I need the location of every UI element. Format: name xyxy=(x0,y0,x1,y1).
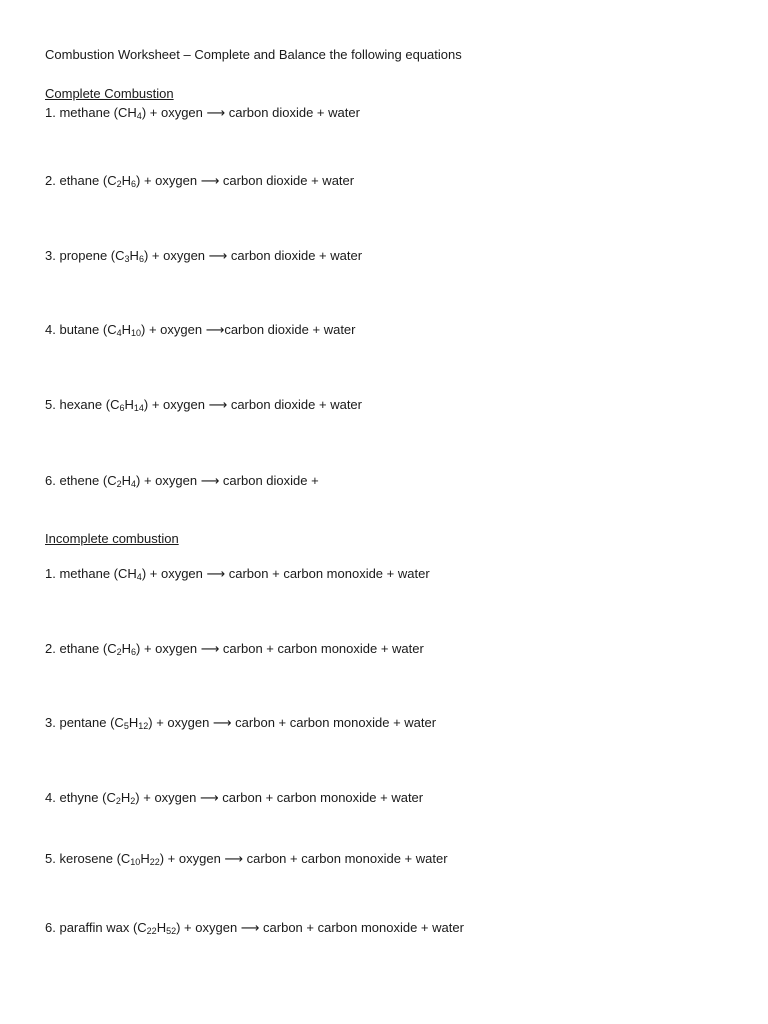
reaction-rhs: + oxygen ⟶ carbon + carbon monoxide + water xyxy=(143,790,424,805)
compound-name: methane xyxy=(59,566,111,581)
reaction-rhs: + oxygen ⟶ carbon + carbon monoxide + water xyxy=(167,851,448,866)
equation-line: 3. propene $(C_3H_6)$ + oxygen ⟶ carbon dioxide + water xyxy=(45,248,363,264)
chemical-formula: $C_2H_4$ xyxy=(107,473,136,489)
reaction-rhs: + oxygen ⟶ carbon + carbon monoxide + water xyxy=(143,641,424,656)
formula-subscript: 4 xyxy=(116,328,122,338)
reaction-rhs: + oxygen ⟶ carbon dioxide + water xyxy=(149,105,360,120)
equation-number: 3. xyxy=(45,715,56,730)
compound-name: hexane xyxy=(59,397,103,412)
compound-name: ethane xyxy=(59,641,100,656)
equation-number: 5. xyxy=(45,397,56,412)
chemical-formula: $C_2H_6$ xyxy=(107,173,136,189)
chemical-formula: $C_6H_{14}$ xyxy=(110,397,144,413)
formula-subscript: 4 xyxy=(136,572,142,582)
chemical-formula: $C_4H_{10}$ xyxy=(107,322,141,338)
equation-line: 6. ethene $(C_2H_4)$ + oxygen ⟶ carbon dioxide + xyxy=(45,473,319,489)
equation-number: 6. xyxy=(45,473,56,488)
equation-number: 4. xyxy=(45,322,56,337)
reaction-rhs: + oxygen ⟶ carbon dioxide + xyxy=(143,473,319,488)
equation-line: 1. methane $(CH_4)$ + oxygen ⟶ carbon + carbon monoxide + water xyxy=(45,566,430,582)
formula-subscript: 4 xyxy=(130,479,136,489)
formula-subscript: 6 xyxy=(130,179,136,189)
equation-line: 4. butane $(C_4H_{10})$ + oxygen ⟶carbon dioxide + water xyxy=(45,322,356,338)
chemical-formula: $C_5H_{12}$ xyxy=(114,715,149,731)
formula-subscript: 2 xyxy=(116,179,122,189)
reaction-rhs: + oxygen ⟶ carbon + carbon monoxide + water xyxy=(156,715,437,730)
chemical-formula: $CH_4$ xyxy=(118,105,142,121)
compound-name: ethyne xyxy=(59,790,99,805)
compound-name: ethene xyxy=(59,473,100,488)
compound-name: methane xyxy=(59,105,111,120)
worksheet-title: Combustion Worksheet – Complete and Balance the following equations xyxy=(45,47,462,62)
formula-subscript: 2 xyxy=(115,796,121,806)
equation-number: 2. xyxy=(45,173,56,188)
chemical-formula: $C_{22}H_{52}$ xyxy=(137,920,177,936)
equation-line: 6. paraffin wax $(C_{22}H_{52})$ + oxygen ⟶ carbon + carbon monoxide + water xyxy=(45,920,464,936)
formula-subscript: 4 xyxy=(136,111,142,121)
compound-name: kerosene xyxy=(59,851,113,866)
compound-name: pentane xyxy=(59,715,107,730)
compound-name: paraffin wax xyxy=(59,920,130,935)
formula-subscript: 52 xyxy=(166,926,177,936)
formula-subscript: 6 xyxy=(119,403,125,413)
formula-subscript: 3 xyxy=(124,254,130,264)
equation-number: 4. xyxy=(45,790,56,805)
formula-subscript: 10 xyxy=(130,328,141,338)
formula-subscript: 2 xyxy=(130,796,136,806)
compound-name: ethane xyxy=(59,173,100,188)
complete-combustion-heading: Complete Combustion xyxy=(45,86,174,101)
equation-line: 2. ethane $(C_2H_6)$ + oxygen ⟶ carbon + carbon monoxide + water xyxy=(45,641,424,657)
reaction-rhs: + oxygen ⟶carbon dioxide + water xyxy=(148,322,356,337)
equation-number: 2. xyxy=(45,641,56,656)
formula-subscript: 10 xyxy=(130,857,141,867)
equation-line: 3. pentane $(C_5H_{12})$ + oxygen ⟶ carbon + carbon monoxide + water xyxy=(45,715,437,731)
chemical-formula: $C_2H_2$ xyxy=(106,790,136,806)
chemical-formula: $C_3H_6$ xyxy=(115,248,144,264)
reaction-rhs: + oxygen ⟶ carbon + carbon monoxide + water xyxy=(184,920,464,935)
formula-subscript: 2 xyxy=(116,479,122,489)
chemical-formula: $C_{10}H_{22}$ xyxy=(120,851,160,867)
equation-number: 1. xyxy=(45,566,56,581)
formula-subscript: 14 xyxy=(133,403,144,413)
formula-subscript: 6 xyxy=(130,647,136,657)
compound-name: propene xyxy=(59,248,108,263)
equation-number: 6. xyxy=(45,920,56,935)
incomplete-combustion-heading: Incomplete combustion xyxy=(45,531,179,546)
formula-subscript: 2 xyxy=(116,647,122,657)
reaction-rhs: + oxygen ⟶ carbon dioxide + water xyxy=(151,397,362,412)
reaction-rhs: + oxygen ⟶ carbon + carbon monoxide + water xyxy=(149,566,430,581)
formula-subscript: 22 xyxy=(146,926,157,936)
equation-line: 5. kerosene $(C_{10}H_{22})$ + oxygen ⟶ carbon + carbon monoxide + water xyxy=(45,851,448,867)
equation-line: 4. ethyne $(C_2H_2)$ + oxygen ⟶ carbon + carbon monoxide + water xyxy=(45,790,424,806)
formula-subscript: 5 xyxy=(123,721,129,731)
reaction-rhs: + oxygen ⟶ carbon dioxide + water xyxy=(143,173,355,188)
reaction-rhs: + oxygen ⟶ carbon dioxide + water xyxy=(151,248,363,263)
formula-subscript: 12 xyxy=(138,721,149,731)
formula-subscript: 6 xyxy=(138,254,144,264)
chemical-formula: $C_2H_6$ xyxy=(107,641,136,657)
equation-number: 3. xyxy=(45,248,56,263)
equation-line: 1. methane $(CH_4)$ + oxygen ⟶ carbon dioxide + water xyxy=(45,105,360,121)
equation-line: 5. hexane $(C_6H_{14})$ + oxygen ⟶ carbon dioxide + water xyxy=(45,397,362,413)
equation-line: 2. ethane $(C_2H_6)$ + oxygen ⟶ carbon dioxide + water xyxy=(45,173,355,189)
equation-number: 5. xyxy=(45,851,56,866)
compound-name: butane xyxy=(59,322,100,337)
equation-number: 1. xyxy=(45,105,56,120)
chemical-formula: $CH_4$ xyxy=(118,566,142,582)
formula-subscript: 22 xyxy=(149,857,160,867)
